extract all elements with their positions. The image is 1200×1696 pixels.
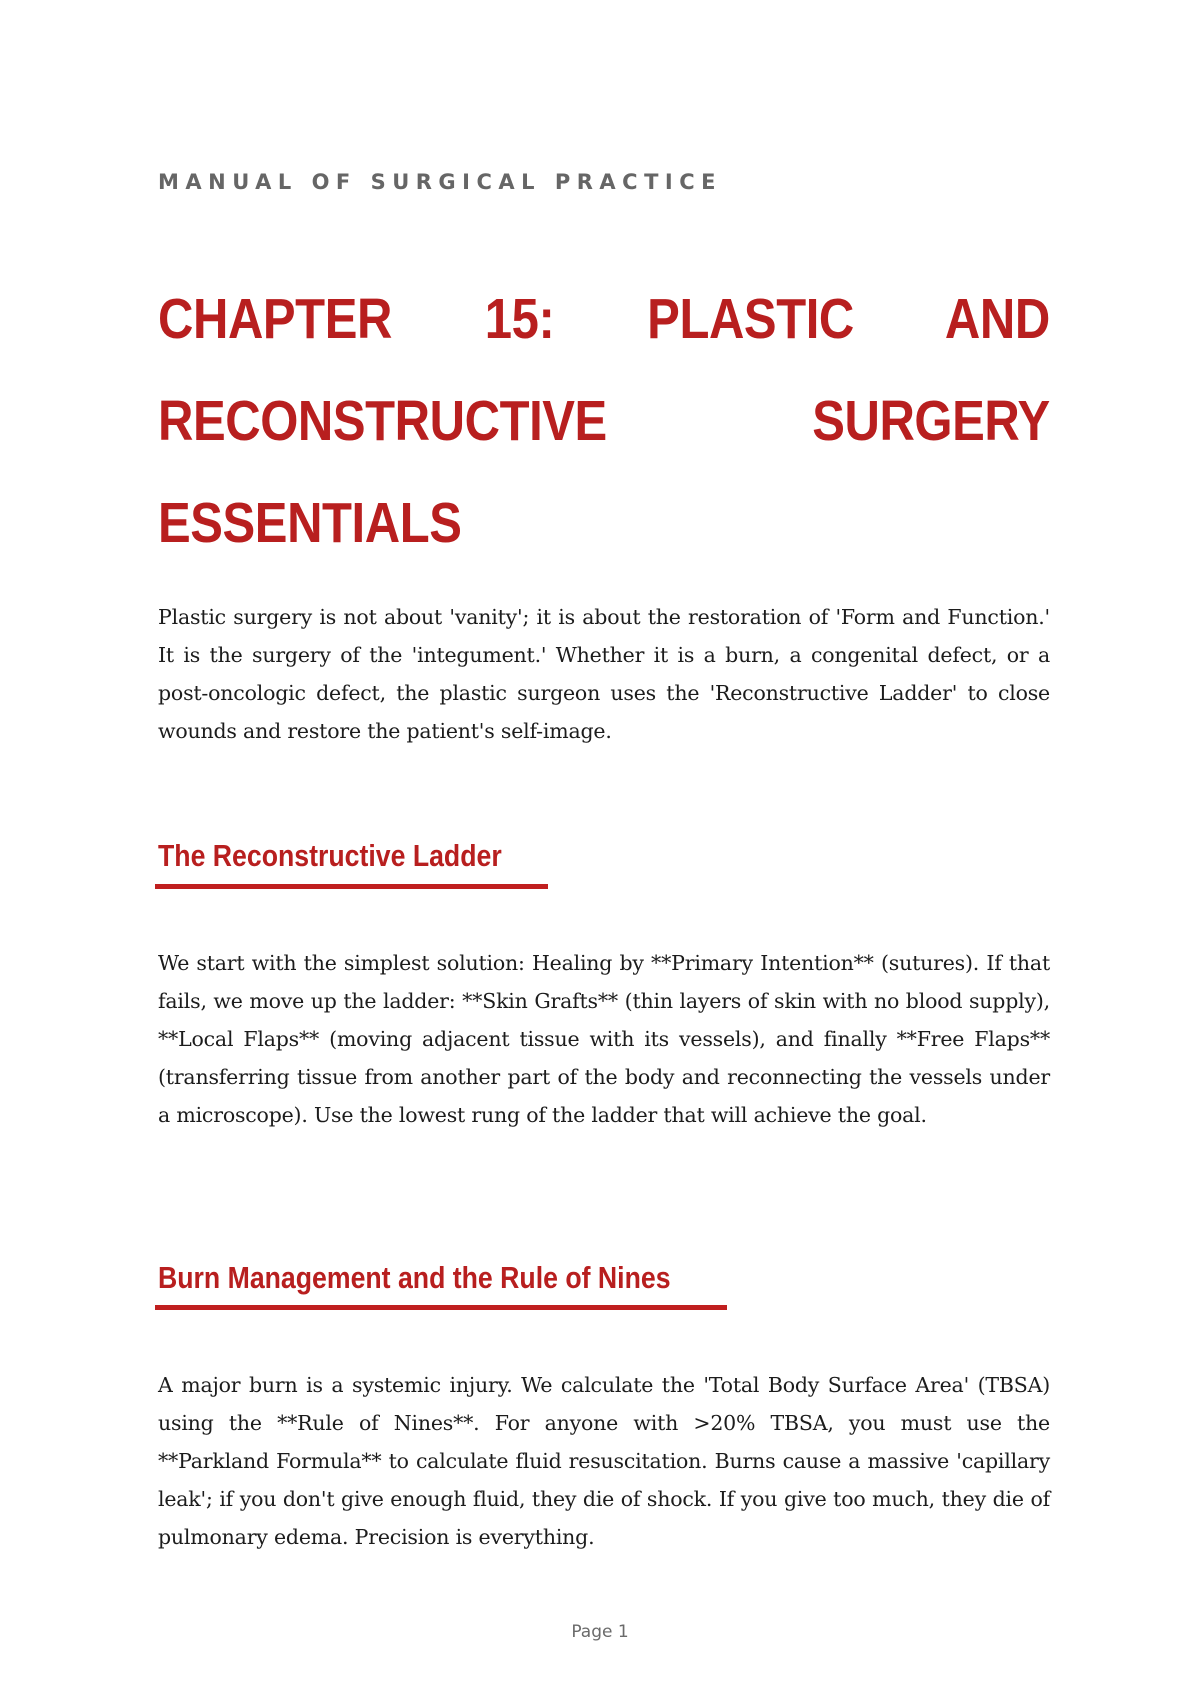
- page-number: Page 1: [571, 1622, 629, 1642]
- heading-underline: [155, 1305, 727, 1310]
- chapter-title: CHAPTER 15: PLASTIC AND RECONSTRUCTIVE SURGERY ESSENTIALS: [158, 287, 1050, 555]
- intro-paragraph: Plastic surgery is not about 'vanity'; it is about the restoration of 'Form and Function.' It is the surgery of the 'integument.' Whether it is a burn, a congenital defect, or a post-oncologic defect, the plastic surgeon uses the 'Reconstructive Ladder' to close wounds and restore the patient's self-image.: [158, 605, 1050, 743]
- heading-underline: [155, 884, 548, 889]
- running-header: MANUAL OF SURGICAL PRACTICE: [158, 170, 722, 194]
- section-heading-reconstructive-ladder: The Reconstructive Ladder: [158, 838, 502, 873]
- section-body-reconstructive-ladder: We start with the simplest solution: Healing by **Primary Intention** (sutures). If that fails, we move up the ladder: **Skin Grafts** (thin layers of skin with no blood supply), **Local Flaps** (moving adjacent tissue with its vessels), and finally **Free Flaps** (transferring tissue from another part of the body and reconnecting the vessels under a microscope). Use the lowest rung of the ladder that will achieve the goal.: [158, 951, 1050, 1127]
- section-body-burn-management: A major burn is a systemic injury. We calculate the 'Total Body Surface Area' (TBSA) using the **Rule of Nines**. For anyone with >20% TBSA, you must use the **Parkland Formula** to calculate fluid resuscitation. Burns cause a massive 'capillary leak'; if you don't give enough fluid, they die of shock. If you give too much, they die of pulmonary edema. Precision is everything.: [158, 1373, 1050, 1549]
- section-heading-burn-management: Burn Management and the Rule of Nines: [158, 1260, 671, 1295]
